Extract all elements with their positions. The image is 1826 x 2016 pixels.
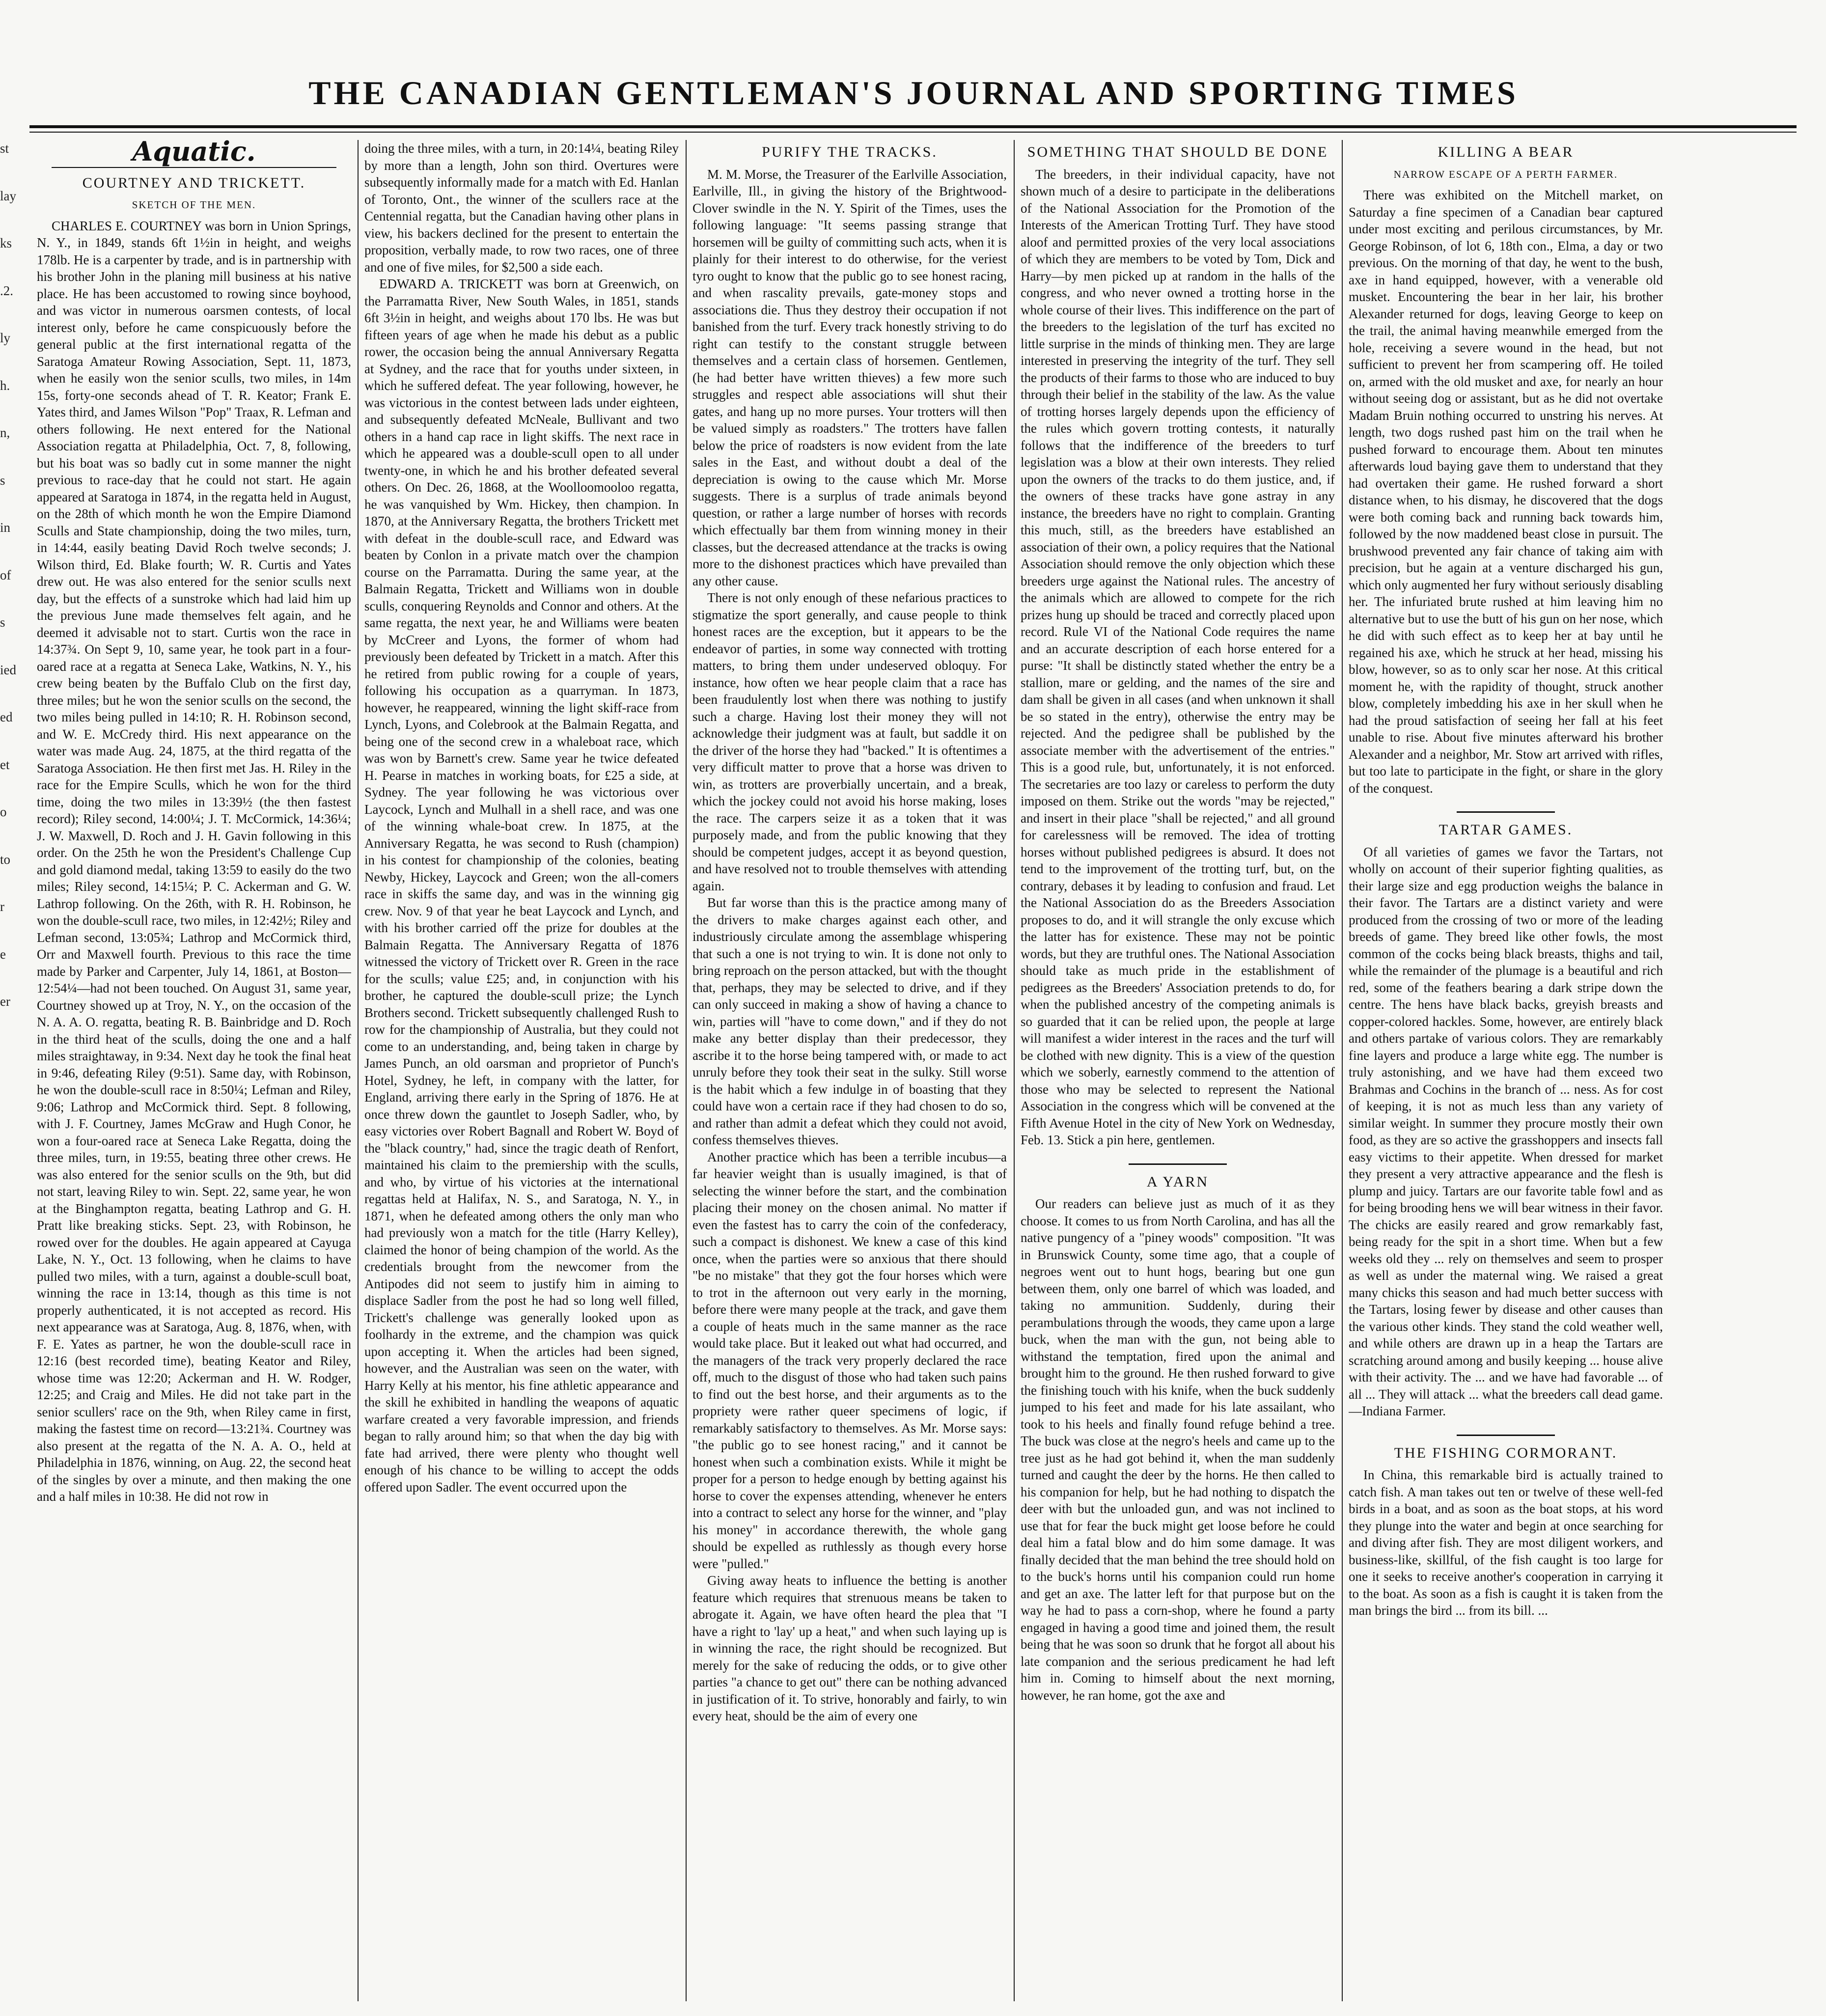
article-separator bbox=[1129, 1163, 1227, 1165]
article-subhead: NARROW ESCAPE OF A PERTH FARMER. bbox=[1393, 168, 1618, 180]
article-paragraph: In China, this remarkable bird is actually trained to catch fish. A man takes out ten or twelve of these well-fed birds in a boat, and as soon as the boat stops, at his word they plunge into the water and begin at once searching for and diving after fish. They are most diligent workers, and business-like, skillful, of the fish caught is too large for one it seeks to receive another's cooperation in carrying it to the boat. As soon as a fish is caught it is taken from the man brings the bird ... from its bill. ... bbox=[1349, 1467, 1663, 1618]
margin-fragment: e bbox=[0, 946, 6, 962]
column-rule bbox=[1342, 140, 1343, 2001]
margin-fragment: r bbox=[0, 899, 4, 914]
article-paragraph: EDWARD A. TRICKETT was born at Greenwich, on the Parramatta River, New South Wales, in 1851, stands 6ft 3½in in height, and weighs about 170 lbs. He was but fifteen years of age when he made his debut as a public rower, the occasion being the annual Anniversary Regatta at Sydney, and the race that for youths under sixteen, in which he suffered defeat. The year following, however, he was victorious in the contest between lads under eighteen, and subsequently defeated McNeale, Bullivant and two others in a hand cap race in light skiffs. The next race in which he appeared was a double-scull open to all under twenty-one, in which he and his brother defeated several others. On Dec. 26, 1868, at the Woolloomooloo regatta, he was vanquished by Wm. Hickey, then champion. In 1870, at the Anniversary Regatta, the brothers Trickett met with defeat in the double-scull race, and Edward was beaten by Conlon in a private match over the champion course on the Parramatta. During the same year, at the Balmain Regatta, Trickett and Williams won in double sculls, conquering Reynolds and Connor and others. At the same regatta, the next year, he and Williams were beaten by McCreer and Lyons, the former of whom had previously been defeated by Trickett in a match. After this he retired from public rowing for a couple of years, following his occupation as a quarryman. In 1873, however, he reappeared, winning the light skiff-race from Lynch, Lyons, and Colebrook at the Balmain Regatta, and being one of the second crew in a whaleboat race, which was won by Barnett's crew. Same year he twice defeated H. Pearse in matches in working boats, for £25 a side, at Sydney. The year following he was victorious over Laycock, Lynch and Mulhall in a shell race, and was one of the winning whale-boat crew. In 1875, at the Anniversary Regatta, he was second to Rush (champion) in his contest for championship of the colonies, beating Newby, Hickey, Laycock and Green; won the all-comers race in skiffs the same day, and was in the winning gig crew. Nov. 9 of that year he beat Laycock and Lynch, and with his brother carried off the prize for doubles at the Balmain Regatta. The Anniversary Regatta of 1876 witnessed the victory of Trickett over R. Green in the race for the sculls; value £25; and, in conjunction with his brother, he captured the double-scull prize; the Lynch Brothers second. Trickett subsequently challenged Rush to row for the championship of Australia, but they could not come to an understanding, and, being taken in charge by James Punch, an old oarsman and proprietor of Punch's Hotel, Sydney, he left, in company with the latter, for England, arriving there early in the Spring of 1876. He at once threw down the gauntlet to Joseph Sadler, who, by easy victories over Robert Bagnall and Robert W. Boyd of the "black country," had, since the tragic death of Renfort, maintained his claim to the premiership with the sculls, and who, by virtue of his victories at the international regattas held at Halifax, N. S., and Saratoga, N. Y., in 1871, when he defeated among others the only man who had previously won a match for the title (Harry Kelley), claimed the honor of being champion of the world. As the credentials brought from the newcomer from the Antipodes did not seem to justify him in aiming to displace Sadler from the post he had so long well filled, Trickett's challenge was generally looked upon as foolhardy in the extreme, and the champion was quick upon accepting it. When the articles had been signed, however, and the Australian was seen on the water, with Harry Kelly at his mentor, his fine athletic appearance and the skill he exhibited in handling the weapons of aquatic warfare created a very favorable impression, and friends began to rally around him; so that when the day big with fate had arrived, there were plenty who thought well enough of his chance to be willing to accept the odds offered upon Sadler. The event occurred upon the bbox=[364, 276, 679, 1494]
margin-fragment: n, bbox=[0, 425, 10, 440]
article-separator bbox=[1457, 811, 1555, 813]
margin-fragment: of bbox=[0, 567, 11, 582]
margin-fragment: h. bbox=[0, 378, 10, 393]
margin-fragment: st bbox=[0, 141, 9, 156]
article-headline: PURIFY THE TRACKS. bbox=[762, 144, 938, 160]
column-bear bbox=[1349, 140, 1663, 2001]
margin-fragment: s bbox=[0, 615, 5, 630]
article-paragraph: Our readers can believe just as much of it as they choose. It comes to us from North Carolina, and has all the native pungency of a "piney woods" composition. "It was in Brunswick County, some time ago, that a couple of negroes went out to hunt hogs, bearing but one gun between them, only one barrel of which was loaded, and taking no ammunition. Suddenly, during their perambulations through the woods, they came upon a large buck, when the man with the gun, not being able to withstand the temptation, fired upon the animal and brought him to the ground. He then rushed forward to give the finishing touch with his knife, when the buck suddenly jumped to his feet and made for his late assailant, who took to his heels and finally found refuge behind a tree. The buck was close at the negro's heels and came up to the tree just as he had got behind it, when the man suddenly turned and caught the deer by the horns. He then called to his companion for help, but he had nothing to dispatch the deer with but the unloaded gun, and was not inclined to use that for fear the buck might get loose before he could deal him a fatal blow and do him some damage. It was finally decided that the man behind the tree should hold on to the buck's horns until his companion could run home and get an axe. The latter left for that purpose but on the way he had to pass a corn-shop, where he found a party engaged in having a good time and joined them, the result being that he was soon so drunk that he forgot all about his late companion and the serious predicament he had left him in. Coming to himself about the next morning, however, he ran home, got the axe and bbox=[1021, 1196, 1335, 1703]
margin-fragment: ks bbox=[0, 236, 12, 250]
article-headline: TARTAR GAMES. bbox=[1439, 822, 1573, 838]
margin-fragment: o bbox=[0, 804, 7, 819]
margin-fragment: in bbox=[0, 520, 11, 535]
left-margin-fragments bbox=[0, 140, 29, 2001]
article-paragraph: Giving away heats to influence the betting is another feature which requires that strenuous means be taken to abrogate it. Again, we have often heard the plea that "I have a right to 'lay' up a heat," and when such laying up is in winning the race, the right should be recognized. But merely for the sake of reducing the odds, or to give other parties "a chance to get out" there can be nothing advanced in justification of it. To strive, honorably and fairly, to win every heat, should be the aim of every one bbox=[692, 1573, 1007, 1723]
margin-fragment: ied bbox=[0, 662, 16, 677]
article-paragraph: M. M. Morse, the Treasurer of the Earlville Association, Earlville, Ill., in giving the history of the Brightwood-Clover swindle in the N. Y. Spirit of the Times, uses the following language: "It seems passing strange that horsemen will be guilty of committing such acts, when it is plainly for their interest to do otherwise, for the veriest tyro ought to know that the public go to see honest racing, and when rascality prevails, gate-money stops and associations die. Thus they destroy their occupation if not banished from the turf. Every track honestly striving to do right can testify to the constant struggle between themselves and a certain class of horsemen. Gentlemen, (he had better have written thieves) a few more such struggles and respect able associations will shut their gates, and hang up no more purses. Your trotters will then be valued simply as roadsters." The trotters have fallen below the price of roadsters is now evident from the late sales in the East, and without doubt a deal of the depreciation is owing to the cause which Mr. Morse suggests. There is a surplus of trade animals beyond question, or rather a large number of horses with records which effectually bar them from winning money in their classes, but the decreased attendance at the tracks is owing more to the dishonest practices which have prevailed than any other cause. bbox=[692, 166, 1007, 588]
margin-fragment: ly bbox=[0, 331, 11, 345]
department-heading: Aquatic. bbox=[132, 140, 256, 167]
margin-fragment: s bbox=[0, 472, 5, 488]
margin-fragment: to bbox=[0, 852, 11, 867]
margin-fragment: er bbox=[0, 994, 10, 1009]
article-paragraph: The breeders, in their individual capacity, have not shown much of a desire to participate in the deliberations of the National Association for the Promotion of the Interests of the American Trotting Turf. They have stood aloof and permitted proxies of the very local associations of which they are members to be voted by Tom, Dick and Harry—by men picked up at random in the halls of the congress, and who never owned a trotting horse in the whole course of their lives. This indifference on the part of the breeders to the legislation of the turf has excited no little surprise in the minds of thinking men. They are large interested in preserving the integrity of the turf. They sell the products of their farms to those who are induced to buy through their belief in the stability of the law. As the value of trotting horses largely depends upon the efficiency of the rules which govern trotting contests, it naturally follows that the indifference of the breeders to turf legislation was a blow at their own interests. They relied upon the owners of the tracks to do them justice, and, if the owners of these tracks have gone astray in any instance, the breeders have no right to complain. Granting this much, still, as the breeders have established an association of their own, a policy requires that the National Association should remove the only objection which these breeders urge against the National rules. The ancestry of the animals which are allowed to compete for the rich prizes hung up should be traced and correctly placed upon record. Rule VI of the National Code requires the name and an accurate description of each horse entered for a purse: "It shall be distinctly stated whether the entry be a stallion, mare or gelding, and the names of the sire and dam shall be given in all cases (and when unknown it shall be so stated in the entry), otherwise the entry may be rejected. And the pedigree shall be published by the associate member with the advertisement of the entries." This is a good rule, but, unfortunately, it is not enforced. The secretaries are too lazy or careless to perform the duty imposed on them. Strike out the words "may be rejected," and insert in their place "shall be rejected," and all ground for carelessness will be removed. The idea of trotting horses without published pedigrees is absurd. It does not tend to the improvement of the trotting turf, but, on the contrary, debases it by leading to confusion and fraud. Let the National Association do as the Breeders Association proposes to do, and it will strangle the only excuse which the latter has for existence. These may not be pointic words, but they are truthful ones. The National Association should take as much pride in the establishment of pedigrees as the Breeders' Association pretends to do, for when the published ancestry of the competing animals is so guarded that it can be relied upon, the people at large will manifest a wider interest in the races and the turf will be clothed with new dignity. This is a view of the question which we soberly, earnestly commend to the attention of those who may be selected to represent the National Association in the congress which will be convened at the Fifth Avenue Hotel in the city of New York on Wednesday, Feb. 13. Stick a pin here, gentlemen. bbox=[1021, 166, 1335, 1147]
column-rule bbox=[1014, 140, 1015, 2001]
masthead: THE CANADIAN GENTLEMAN'S JOURNAL AND SPORTING TIMES bbox=[308, 74, 1519, 111]
column-rule bbox=[686, 140, 687, 2001]
column-purify bbox=[692, 140, 1007, 2001]
article-headline: KILLING A BEAR bbox=[1438, 144, 1574, 160]
column-trickett bbox=[364, 140, 679, 2001]
article-headline: THE FISHING CORMORANT. bbox=[1394, 1444, 1618, 1461]
article-headline: SOMETHING THAT SHOULD BE DONE bbox=[1027, 144, 1328, 160]
article-paragraph: doing the three miles, with a turn, in 20:14¼, beating Riley by more than a length, John son third. Overtures were subsequently informally made for a match with Ed. Hanlan of Toronto, Ont., the winner of the scullers race at the Centennial regatta, but the Canadian having other plans in view, his backers declined for the present to entertain the proposition, verbally made, to row two races, one of three and one of five miles, for $2,500 a side each. bbox=[364, 141, 679, 275]
margin-fragment: ed bbox=[0, 710, 13, 724]
article-paragraph: Another practice which has been a terrible incubus—a far heavier weight than is usually imagined, is that of selecting the winner before the start, and the combination placing their money on the chosen animal. No matter if even the fastest has to carry the coin of the confederacy, such a compact is dishonest. We knew a case of this kind once, when the parties were so anxious that there should "be no mistake" that they got the four horses which were to trot in the afternoon out very early in the morning, before there were many people at the track, and gave them a couple of heats much in the same manner as the race would take place. But it leaked out what had occurred, and the managers of the track very properly declared the race off, much to the disgust of those who had taken such pains to find out the best horse, and their arguments as to the propriety were rather queer specimens of logic, if remarkably satisfactory to themselves. As Mr. Morse says: "the public go to see honest racing," and it cannot be honest when such a combination exists. While it might be proper for a person to hedge enough by betting against his horse to cover the expenses attending, whenever he enters into a contract to select any horse for the winner, and "play his money" in accordance therewith, the whole gang should be expelled as ruthlessly as though every horse were "pulled." bbox=[692, 1149, 1007, 1571]
column-rule bbox=[358, 140, 359, 2001]
article-headline: A YARN bbox=[1146, 1173, 1209, 1190]
article-paragraph: CHARLES E. COURTNEY was born in Union Springs, N. Y., in 1849, stands 6ft 1½in in height, and weighs 178lb. He is a carpenter by trade, and is in partnership with his brother John in the planing mill business at his native place. He has been accustomed to rowing since boyhood, and was victor in numerous oarsmen contests, of local interest only, before he came conspicuously before the general public at the first international regatta of the Saratoga Amateur Rowing Association, Sept. 11, 1873, when he easily won the senior sculls, two miles, in 14m 15s, forty-one seconds ahead of T. R. Keator; Frank E. Yates third, and James Wilson "Pop" Traax, R. Lefman and others following. He next entered for the National Association regatta at Philadelphia, Oct. 7, 8, following, but his boat was so badly cut in some manner the night previous to race-day that he could not start. He again appeared at Saratoga in 1874, in the regatta held in August, on the 28th of which month he won the Empire Diamond Sculls and State championship, doing the two miles, turn, in 14:44, easily beating David Roch twelve seconds; J. Wilson third, Ed. Blake fourth; W. R. Curtis and Yates drew out. He was also entered for the senior sculls next day, but the effects of a sunstroke which had laid him up the previous June made themselves felt again, and he deemed it advisable not to start. Curtis won the race in 14:37¾. On Sept 9, 10, same year, he took part in a four-oared race at a regatta at Seneca Lake, Watkins, N. Y., his crew being beaten by the Buffalo Club on the first day, three miles; but he won the senior sculls on the second, the two miles being pulled in 14:10; R. H. Robinson second, and W. E. McCredy third. His next appearance on the water was made Aug. 24, 1875, at the third regatta of the Saratoga Association. He then first met Jas. H. Riley in the race for the Empire Sculls, which he won for the third time, doing the two miles in 13:39½ (the then fastest record); Riley second, 14:00¼; J. T. McCormick, 14:36¼; J. W. Maxwell, D. Roch and J. H. Gavin following in this order. On the 25th he won the President's Challenge Cup and gold diamond medal, taking 13:59 to easily do the two miles; Riley second, 14:15¼; P. C. Ackerman and G. W. Lathrop following. On the 26th, with R. H. Robinson, he won the double-scull race, two miles, in 12:42½; Riley and Lefman second, 13:05¾; Lathrop and McCormick third, Orr and Maxwell fourth. Previous to this race the time made by Parker and Carpenter, July 14, 1861, at Boston—12:54¼—had not been touched. On August 31, same year, Courtney showed up at Troy, N. Y., on the occasion of the N. A. A. O. regatta, beating R. B. Bainbridge and D. Roch in the third heat of the sculls, doing the one and a half miles straightaway, in 9:34. Next day he took the final heat in 9:46, defeating Riley (9:51). Same day, with Robinson, he won the double-scull race in 8:50¼; Lefman and Riley, 9:06; Lathrop and McCormick third. Sept. 8 following, with J. F. Courtney, James McGraw and Hugh Conor, he won a four-oared race at Seneca Lake Regatta, doing the three miles, turn, in 19:55, beating three other crews. He was also entered for the senior sculls on the 9th, but did not start, leaving Riley to win. Sept. 22, same year, he won at the Binghampton regatta, beating Lathrop and G. H. Pratt like breaking sticks. Sept. 23, with Robinson, he rowed over for the doubles. He again appeared at Cayuga Lake, N. Y., Oct. 13 following, when he claims to have pulled two miles, with a turn, against a double-scull boat, winning the race in 13:14, though as this time is not properly authenticated, it is not accepted as record. His next appearance was at Saratoga, Aug. 8, 1876, when, with F. E. Yates as partner, he won the double-scull race in 12:16 (best recorded time), beating Keator and Riley, whose time was 12:20; Ackerman and H. W. Rodger, 12:25; and Craig and Miles. He did not take part in the senior scullers' race on the 9th, when Riley came in first, making the fastest time on record—13:21¾. Courtney was also present at the regatta of the N. A. A. O., held at Philadelphia in 1876, winning, on Aug. 22, the second heat of the singles by over a minute, and then making the one and a half miles in 10:38. He did not row in bbox=[37, 218, 351, 1504]
margin-fragment: .2. bbox=[0, 283, 13, 298]
article-separator bbox=[1457, 1435, 1555, 1436]
article-paragraph: Of all varieties of games we favor the Tartars, not wholly on account of their superior fighting qualities, as their large size and egg production weighs the balance in their favor. The Tartars are a distinct variety and were produced from the crossing of two or more of the leading breeds of game. They breed like other fowls, the most common of the cocks being black breasts, thighs and tail, while the remainder of the plumage is a beautiful and rich red, some of the feathers bearing a dark stripe down the centre. The hens have black backs, greyish breasts and copper-colored hackles. Some, however, are entirely black and others partake of various colors. They are remarkably fine layers and produce a large white egg. The number is truly astonishing, and we have had them exceed two Brahmas and Cochins in the branch of ... ness. As for cost of keeping, it is not as much less than any variety of similar weight. In summer they procure mostly their own food, as they are so active the grasshoppers and insects fall easy victims to their appetite. When dressed for market they present a very attractive appearance and the flesh is plump and juicy. Tartars are our favorite table fowl and as for being brooding hens we will bear witness in their favor. The chicks are easily reared and grow remarkably fast, being ready for the spit in a short time. When but a few weeks old they ... rely on themselves and seem to prosper as well as under the maternal wing. We raised a great many chicks this season and had much better success with the Tartars, losing fewer by disease and other causes than the various other kinds. They stand the cold weather well, and while others are drawn up in a heap the Tartars are scratching around among and busily keeping ... house alive with their activity. The ... and we have had favorable ... of all ... They will attack ... what the breeders call dead game.—Indiana Farmer. bbox=[1349, 844, 1663, 1418]
margin-fragment: et bbox=[0, 757, 10, 772]
article-paragraph: There was exhibited on the Mitchell market, on Saturday a fine specimen of a Canadian bear captured under most exciting and perilous circumstances, by Mr. George Robinson, of lot 6, 18th con., Elma, a day or two previous. On the morning of that day, he went to the bush, axe in hand equipped, however, with a venerable old musket. Encountering the bear in her lair, his brother Alexander returned for dogs, leaving George to keep on the trail, the animal having meanwhile emerged from the hole, receiving a severe wound in the head, but not sufficient to prevent her from scampering off. He toiled on, armed with the old musket and axe, for nearly an hour without seeing dog or assistant, but as he did not overtake Madam Bruin nothing occurred to unstring his nerves. At length, two dogs rushed past him on the trail when he pushed forward to encourage them. About ten minutes afterwards loud baying gave them to understand that they had overtaken their game. He rushed forward a short distance when, to his dismay, he discovered that the dogs were both coming back and running back towards him, followed by the now maddened beast close in pursuit. The brushwood prevented any fair chance of taking aim with precision, but he again at a venture discharged his gun, which only augmented her fury without seriously disabling her. The infuriated brute rushed at him leaving him no alternative but to use the butt of his gun on her nose, which he did with such effect as to keep her at bay until he regained his axe, which he struck at her head, missing his blow, however, so as to only scar her nose. At this critical moment he, with the rapidity of thought, struck another blow, completely imbedding his axe in her skull when he had the proud satisfaction of seeing her fall at his feet unable to rise. About five minutes afterward his brother Alexander and a neighbor, Mr. Stow art arrived with rifles, but too late to participate in the fight, or share in the glory of the conquest. bbox=[1349, 188, 1663, 796]
article-headline: COURTNEY AND TRICKETT. bbox=[82, 174, 306, 191]
masthead-rule bbox=[29, 125, 1797, 128]
margin-fragment: lay bbox=[0, 188, 16, 203]
article-paragraph: There is not only enough of these nefarious practices to stigmatize the sport generally, and cause people to think honest races are the exception, but it appears to be the endeavor of parties, in some way connected with trotting matters, to bring them under undeserved obloquy. For instance, how often we hear people claim that a race has been fraudulently lost when there was nothing to justify such a charge. Having lost their money they will not acknowledge their judgment was at fault, but saddle it on the driver of the horse they had "backed." It is oftentimes a very difficult matter to prove that a horse was driven to win, as trotters are proverbially uncertain, and a break, which the jockey could not avoid his horse making, loses the race. The carpers seize it as a token that it was purposely made, and from the public knowing that they should be competent judges, accept it as beyond question, and have resolved not to trouble themselves with attending again. bbox=[692, 590, 1007, 893]
column-something bbox=[1021, 140, 1335, 2001]
article-subhead: SKETCH OF THE MEN. bbox=[132, 199, 256, 211]
column-aquatic bbox=[37, 140, 351, 2001]
article-paragraph: But far worse than this is the practice among many of the drivers to make charges against each other, and industriously circulate among the assemblage whispering that such a one is not trying to win. It is done not only to bring reproach on the person attacked, but with the thought that, perhaps, they may be selected to drive, and if they can only succeed in making a show of having a chance to win, parties will "have to come down," and if they do not make any better display than their predecessor, they ascribe it to the horse being tampered with, or made to act unruly before they took their seat in the sulky. Still worse is the habit which a few indulge in of boasting that they could have won a certain race if they had chosen to do so, and rather than admit a defeat which they could not avoid, confess themselves thieves. bbox=[692, 895, 1007, 1147]
masthead-rule-thin bbox=[29, 132, 1797, 133]
